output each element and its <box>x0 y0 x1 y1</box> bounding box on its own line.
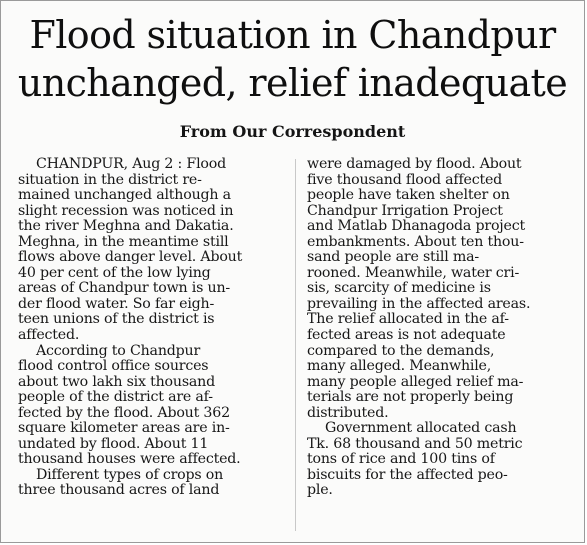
byline: From Our Correspondent <box>179 122 406 141</box>
body-line: areas of Chandpur town is un- <box>18 281 231 297</box>
body-line: distributed. <box>307 405 389 421</box>
body-line: Tk. 68 thousand and 50 metric <box>307 436 523 452</box>
body-line: about two lakh six thousand <box>18 374 215 390</box>
right-column <box>307 157 575 499</box>
body-line: embankments. About ten thou- <box>307 234 524 250</box>
body-line: The relief allocated in the af- <box>307 312 509 328</box>
body-line: compared to the demands, <box>307 343 495 359</box>
body-line: fected by the flood. About 362 <box>18 405 230 421</box>
body-line: three thousand acres of land <box>18 483 220 499</box>
body-line: five thousand flood affected <box>307 172 503 188</box>
body-line: 40 per cent of the low lying <box>18 265 211 281</box>
body-line: flows above danger level. About <box>18 250 243 266</box>
headline-line-2: unchanged, relief inadequate <box>17 61 568 105</box>
column-divider <box>295 159 296 531</box>
body-line: mained unchanged although a <box>18 188 231 204</box>
body-line: affected. <box>18 328 80 344</box>
body-line: the river Meghna and Dakatia. <box>18 219 234 235</box>
body-line: thousand houses were affected. <box>18 452 241 468</box>
body-line: According to Chandpur <box>36 343 201 359</box>
body-line: CHANDPUR, Aug 2 : Flood <box>36 157 226 172</box>
body-line: fected areas is not adequate <box>307 328 506 344</box>
body-line: Meghna, in the meantime still <box>18 234 229 250</box>
body-line: Government allocated cash <box>325 421 517 437</box>
body-line: biscuits for the affected peo- <box>307 467 508 483</box>
body-line: ple. <box>307 483 333 499</box>
body-line: people of the district are af- <box>18 390 213 406</box>
body-line: der flood water. So far eigh- <box>18 296 215 312</box>
body-line: square kilometer areas are in- <box>18 421 230 437</box>
body-line: sis, scarcity of medicine is <box>307 281 491 297</box>
body-line: sand people are still ma- <box>307 250 479 266</box>
body-line: Different types of crops on <box>36 467 224 483</box>
left-column <box>18 157 286 499</box>
body-line: situation in the district re- <box>18 172 202 188</box>
headline <box>9 11 576 107</box>
headline-line-1: Flood situation in Chandpur <box>29 13 556 57</box>
body-line: teen unions of the district is <box>18 312 215 328</box>
body-line: terials are not properly being <box>307 390 514 406</box>
body-line: many people alleged relief ma- <box>307 374 524 390</box>
body-line: and Matlab Dhanagoda project <box>307 219 525 235</box>
body-line: people have taken shelter on <box>307 188 510 204</box>
body-line: slight recession was noticed in <box>18 203 234 219</box>
body-line: tons of rice and 100 tins of <box>307 452 495 468</box>
body-line: flood control office sources <box>18 359 209 375</box>
body-line: prevailing in the affected areas. <box>307 296 531 312</box>
body-line: undated by flood. About 11 <box>18 436 209 452</box>
body-line: rooned. Meanwhile, water cri- <box>307 265 520 281</box>
body-line: many alleged. Meanwhile, <box>307 359 492 375</box>
body-line: Chandpur Irrigation Project <box>307 203 503 219</box>
body-line: were damaged by flood. About <box>307 157 522 172</box>
